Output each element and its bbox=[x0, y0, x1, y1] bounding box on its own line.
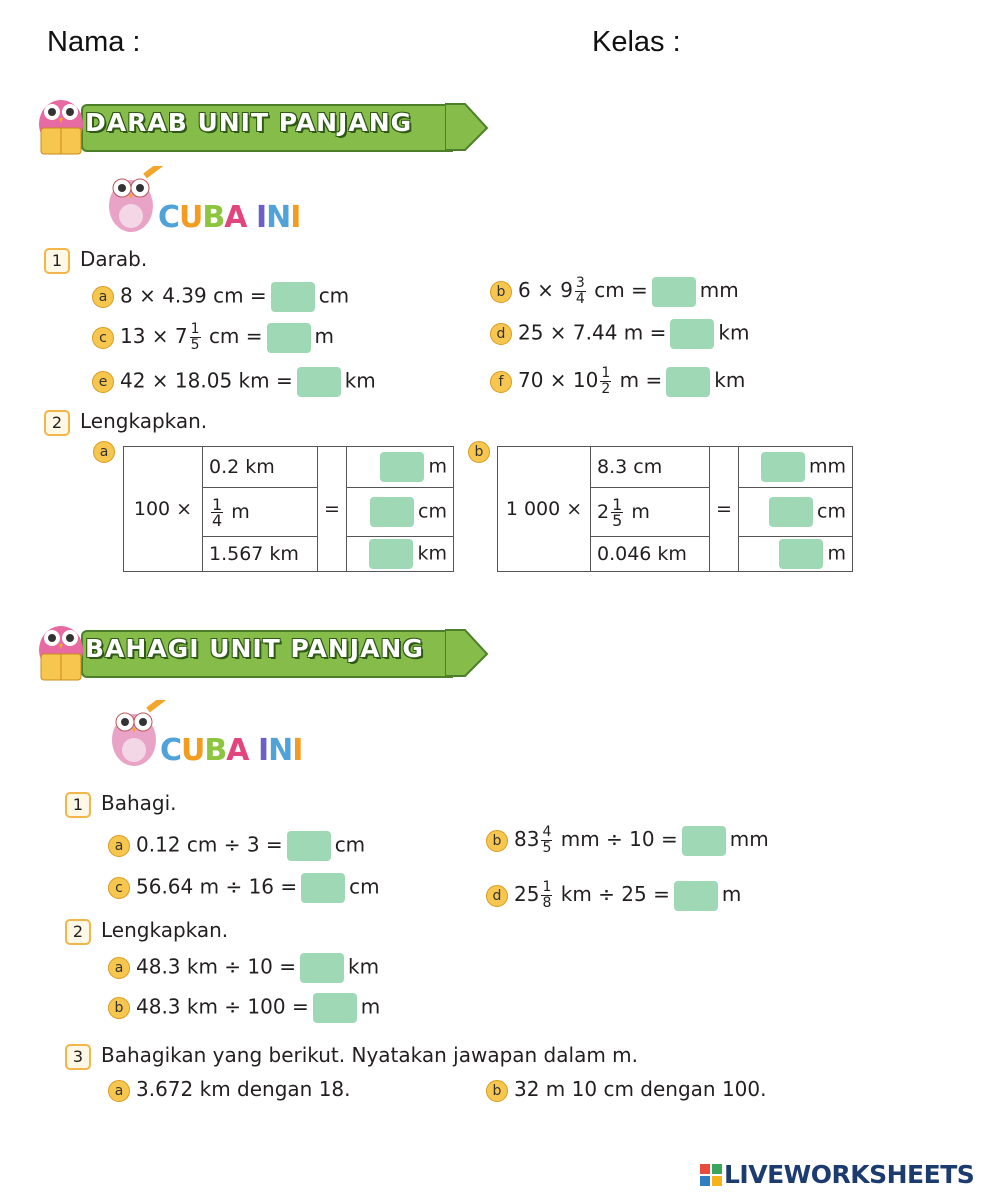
answer-box[interactable] bbox=[670, 319, 714, 349]
item-letter: b bbox=[468, 441, 490, 463]
fraction: $\frac{3}{4}$ bbox=[575, 275, 585, 307]
answer-cell: cm bbox=[739, 488, 853, 537]
cuba-letter: A bbox=[224, 200, 247, 235]
question-number: 1 bbox=[65, 792, 91, 818]
answer-box[interactable] bbox=[287, 831, 331, 861]
table-cell: 8.3 cm bbox=[591, 447, 710, 488]
fraction: $\frac{1}{2}$ bbox=[601, 365, 611, 397]
instruction: Lengkapkan. bbox=[80, 409, 208, 433]
instruction: Bahagikan yang berikut. Nyatakan jawapan dalam m. bbox=[101, 1043, 639, 1067]
answer-box[interactable] bbox=[779, 539, 823, 569]
cuba-letter: N bbox=[266, 200, 291, 235]
table-cell: 0.046 km bbox=[591, 537, 710, 572]
item-2b: b 48.3 km ÷ 100 = m bbox=[108, 993, 380, 1023]
item-letter: b bbox=[490, 281, 512, 303]
answer-box[interactable] bbox=[313, 993, 357, 1023]
instruction: Bahagi. bbox=[101, 791, 177, 815]
answer-box[interactable] bbox=[267, 323, 311, 353]
answer-box[interactable] bbox=[666, 367, 710, 397]
item-letter: a bbox=[92, 286, 114, 308]
question-number: 2 bbox=[44, 410, 70, 436]
cuba-letter: I bbox=[290, 200, 301, 235]
item-letter: d bbox=[486, 885, 508, 907]
answer-cell: mm bbox=[739, 447, 853, 488]
fraction: $\frac{1}{5}$ bbox=[612, 494, 623, 530]
item-letter: b bbox=[108, 997, 130, 1019]
owl-pencil-icon bbox=[103, 166, 165, 238]
item-3b: b 32 m 10 cm dengan 100. bbox=[486, 1077, 766, 1102]
banner-arrow-icon bbox=[445, 626, 489, 680]
question-number: 2 bbox=[65, 919, 91, 945]
item-letter: a bbox=[108, 1080, 130, 1102]
multiplier: 1 000 × bbox=[498, 447, 591, 572]
owl-reading-icon bbox=[33, 620, 91, 684]
answer-box[interactable] bbox=[682, 826, 726, 856]
fraction: $\frac{1}{4}$ bbox=[212, 494, 223, 530]
answer-cell: cm bbox=[347, 488, 454, 537]
item-letter: e bbox=[92, 371, 114, 393]
cuba-letter: C bbox=[158, 200, 180, 235]
section-banner-darab bbox=[33, 94, 463, 154]
brand-text: LIVEWORKSHEETS bbox=[724, 1160, 975, 1189]
kelas-label: Kelas : bbox=[592, 26, 681, 58]
cuba-letter: A bbox=[226, 733, 249, 768]
item-1c: c 56.64 m ÷ 16 = cm bbox=[108, 873, 380, 903]
item-1a: a 0.12 cm ÷ 3 = cm bbox=[108, 831, 365, 861]
question-number: 3 bbox=[65, 1044, 91, 1070]
item-letter: a bbox=[93, 441, 115, 463]
item-1b: b 83 $\frac{4}{5}$ mm ÷ 10 = mm bbox=[486, 825, 769, 856]
liveworksheets-logo bbox=[700, 1160, 974, 1189]
answer-box[interactable] bbox=[380, 452, 424, 482]
item-1d: d 25 $\frac{1}{8}$ km ÷ 25 = m bbox=[486, 880, 741, 911]
cuba-letter: B bbox=[204, 733, 227, 768]
item-1b: b 6 × 9 $\frac{3}{4}$ cm = mm bbox=[490, 276, 739, 307]
table-cell: $\frac{1}{4}$ m bbox=[203, 488, 318, 537]
item-letter: f bbox=[490, 371, 512, 393]
cuba-letter: U bbox=[181, 733, 205, 768]
question-2-lengkapkan bbox=[44, 409, 207, 436]
section-title: BAHAGI UNIT PANJANG bbox=[85, 634, 424, 663]
item-letter: b bbox=[486, 830, 508, 852]
answer-box[interactable] bbox=[652, 277, 696, 307]
answer-box[interactable] bbox=[271, 282, 315, 312]
fraction: $\frac{1}{5}$ bbox=[190, 321, 200, 353]
equals: = bbox=[710, 447, 739, 572]
question-3-bahagikan bbox=[65, 1043, 638, 1070]
item-1e: e 42 × 18.05 km = km bbox=[92, 367, 376, 397]
section-title: DARAB UNIT PANJANG bbox=[85, 108, 413, 137]
question-1-bahagi bbox=[65, 791, 177, 818]
cuba-letter: I bbox=[257, 733, 269, 768]
item-1a: a 8 × 4.39 cm = cm bbox=[92, 282, 349, 312]
table-cell: 1.567 km bbox=[203, 537, 318, 572]
answer-box[interactable] bbox=[300, 953, 344, 983]
item-letter: c bbox=[108, 877, 130, 899]
cuba-ini-logo bbox=[160, 733, 302, 768]
cuba-letter: B bbox=[202, 200, 225, 235]
answer-box[interactable] bbox=[761, 452, 805, 482]
question-1-darab bbox=[44, 247, 147, 274]
cuba-letter: C bbox=[160, 733, 182, 768]
section-banner-bahagi bbox=[33, 620, 463, 680]
item-3a: a 3.672 km dengan 18. bbox=[108, 1077, 351, 1102]
cuba-letter: N bbox=[268, 733, 293, 768]
fraction: $\frac{1}{8}$ bbox=[542, 879, 552, 911]
table-cell: 0.2 km bbox=[203, 447, 318, 488]
answer-box[interactable] bbox=[674, 881, 718, 911]
question-2-lengkapkan bbox=[65, 918, 228, 945]
calc-table-2b bbox=[497, 446, 853, 572]
equals: = bbox=[318, 447, 347, 572]
cuba-letter: I bbox=[292, 733, 303, 768]
answer-cell: m bbox=[739, 537, 853, 572]
fraction: $\frac{4}{5}$ bbox=[542, 824, 552, 856]
item-letter: a bbox=[108, 835, 130, 857]
owl-pencil-icon bbox=[106, 700, 168, 772]
instruction: Darab. bbox=[80, 247, 148, 271]
owl-reading-icon bbox=[33, 94, 91, 158]
answer-box[interactable] bbox=[301, 873, 345, 903]
item-1f: f 70 × 10 $\frac{1}{2}$ m = km bbox=[490, 366, 745, 397]
liveworksheets-icon bbox=[700, 1164, 722, 1186]
answer-box[interactable] bbox=[297, 367, 341, 397]
item-2a: a 48.3 km ÷ 10 = km bbox=[108, 953, 379, 983]
table-cell: 2 $\frac{1}{5}$ m bbox=[591, 488, 710, 537]
nama-label: Nama : bbox=[47, 26, 141, 58]
cuba-letter: U bbox=[179, 200, 203, 235]
item-letter: d bbox=[490, 323, 512, 345]
calc-table-2a bbox=[123, 446, 454, 572]
answer-box[interactable] bbox=[369, 539, 413, 569]
item-1d: d 25 × 7.44 m = km bbox=[490, 319, 750, 349]
instruction: Lengkapkan. bbox=[101, 918, 229, 942]
multiplier: 100 × bbox=[124, 447, 203, 572]
item-letter: b bbox=[486, 1080, 508, 1102]
item-letter: c bbox=[92, 327, 114, 349]
cuba-letter: I bbox=[255, 200, 267, 235]
banner-arrow-icon bbox=[445, 100, 489, 154]
answer-box[interactable] bbox=[769, 497, 813, 527]
answer-cell: m bbox=[347, 447, 454, 488]
answer-box[interactable] bbox=[370, 497, 414, 527]
question-number: 1 bbox=[44, 248, 70, 274]
answer-cell: km bbox=[347, 537, 454, 572]
cuba-ini-logo bbox=[158, 200, 300, 235]
item-1c: c 13 × 7 $\frac{1}{5}$ cm = m bbox=[92, 322, 334, 353]
item-letter: a bbox=[108, 957, 130, 979]
